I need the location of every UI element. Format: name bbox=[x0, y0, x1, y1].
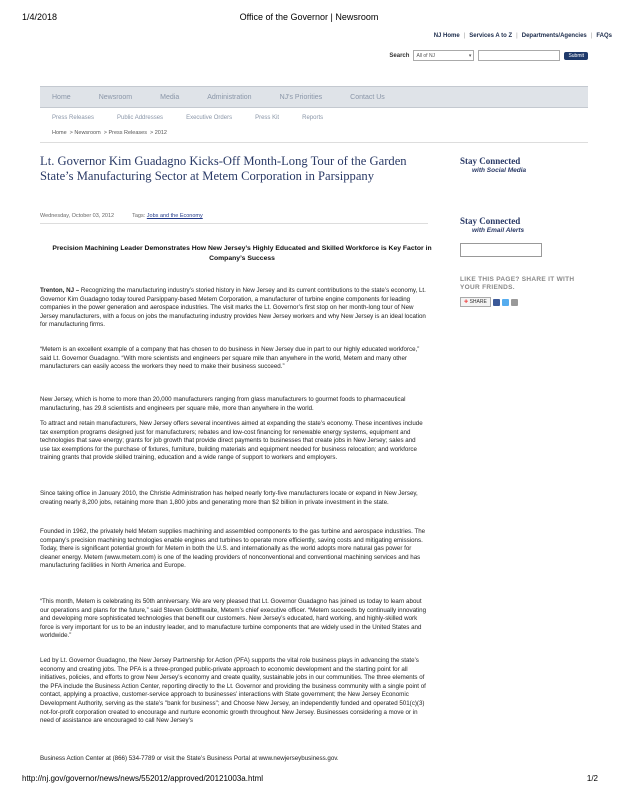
breadcrumb-year[interactable]: > 2012 bbox=[149, 130, 167, 136]
share-label: SHARE bbox=[469, 299, 487, 305]
article-paragraph: Founded in 1962, the privately held Metem supplies machining and assembled components to the gas turbine and aerospace industries. The company’s precision machining technologies enable engines and turbines to operate more efficiently, saving costs and mitigating emissions. Today, there is significant potential growth for Metem in both the U.S. and internationally as the world adopts more natural gas power for cleaner energy. Metem (www.metem.com) is one of the leading providers of nonconventional and conventional machining services and has manufacturing facilities in North America and Europe. bbox=[40, 528, 426, 570]
subnav-reports[interactable]: Reports bbox=[302, 115, 324, 121]
email-subheading: with Email Alerts bbox=[472, 227, 525, 234]
nav-media[interactable]: Media bbox=[160, 93, 180, 101]
facebook-icon[interactable] bbox=[493, 299, 500, 306]
tags-label: Tags: bbox=[132, 213, 146, 219]
share-button[interactable] bbox=[460, 297, 491, 307]
breadcrumb-newsroom[interactable]: > Newsroom bbox=[69, 130, 101, 136]
email-icon[interactable] bbox=[511, 299, 518, 306]
search-bar bbox=[389, 50, 588, 61]
utility-links: NJ Home | Services A to Z | Departments/Agencies | FAQs bbox=[433, 33, 612, 39]
search-input[interactable] bbox=[478, 50, 560, 61]
print-page-number: 1/2 bbox=[586, 774, 598, 783]
article-paragraph: Business Action Center at (866) 534-7789 or visit the State’s Business Portal at www.newjerseybusiness.gov. bbox=[40, 755, 339, 762]
search-label: Search bbox=[389, 52, 410, 59]
sub-nav bbox=[40, 110, 588, 126]
subnav-public-addresses[interactable]: Public Addresses bbox=[117, 115, 164, 121]
utility-link-departments[interactable]: Departments/Agencies bbox=[521, 33, 587, 39]
search-submit-button[interactable]: Submit bbox=[564, 52, 588, 60]
social-subheading[interactable]: with Social Media bbox=[472, 167, 527, 174]
dateline: Trenton, NJ – bbox=[40, 287, 80, 294]
twitter-icon[interactable] bbox=[502, 299, 509, 306]
paragraph-text: Recognizing the manufacturing industry’s storied history in New Jersey and its current contributions to the state’s economy, Lt. Governor Kim Guadagno today toured Parsippany-based Metem Corporation, a manufacturer of turbine engine components for leading companies in the power generation and aerospace industries. The visit marks the Lt. Governor’s first stop on her month-long tour of New Jersey manufacturers, with a focus on jobs the manufacturing industry provides New Jersey workers and why New Jersey is an ideal location for manufacturing firms. bbox=[40, 287, 426, 329]
subnav-press-releases[interactable]: Press Releases bbox=[52, 115, 95, 121]
breadcrumb bbox=[52, 130, 167, 136]
share-prompt: LIKE THIS PAGE? SHARE IT WITH YOUR FRIENDS. bbox=[460, 276, 575, 291]
subnav-press-kit[interactable]: Press Kit bbox=[255, 115, 280, 121]
article-paragraph: New Jersey, which is home to more than 20,000 manufacturers ranging from glass manufacturers to gourmet foods to pharmaceutical manufacturing, has 29.8 scientists and engineers per square mile, more than anywhere in the world. bbox=[40, 396, 406, 412]
utility-link-faqs[interactable]: FAQs bbox=[596, 33, 612, 39]
article-meta bbox=[40, 213, 203, 219]
article-date: Wednesday, October 03, 2012 bbox=[40, 213, 115, 219]
utility-link-services[interactable]: Services A to Z bbox=[469, 33, 513, 39]
divider bbox=[40, 223, 428, 224]
share-widget[interactable] bbox=[460, 297, 518, 307]
nav-administration[interactable]: Administration bbox=[207, 93, 252, 101]
email-heading: Stay Connected bbox=[460, 216, 521, 226]
print-title: Office of the Governor | Newsroom bbox=[239, 12, 379, 22]
article-paragraph bbox=[40, 287, 426, 330]
article-paragraph: To attract and retain manufacturers, New Jersey offers several incentives aimed at expanding the state’s economy. These incentives include tax exemption programs designed just for manufacturers; rebates and low-cost financing for renewable energy systems, equipment and technologies that save energy; grants for job growth that provide direct payments to businesses that create jobs in New Jersey; sales and use tax exemptions for the purchase of fixtures, furniture, building materials and equipment needed for business relocation; and workforce training grants that provide skilled training, education and a wide range of support to workers and employers. bbox=[40, 420, 423, 462]
tag-link[interactable]: Jobs and the Economy bbox=[146, 213, 203, 219]
email-signup-field[interactable] bbox=[460, 243, 542, 257]
main-nav bbox=[40, 86, 588, 108]
nav-home[interactable]: Home bbox=[52, 93, 71, 101]
breadcrumb-home[interactable]: Home bbox=[52, 130, 67, 136]
divider bbox=[40, 142, 588, 143]
utility-link-nj-home[interactable]: NJ Home bbox=[433, 33, 460, 39]
subnav-executive-orders[interactable]: Executive Orders bbox=[186, 115, 233, 121]
article-paragraph: Led by Lt. Governor Guadagno, the New Jersey Partnership for Action (PFA) supports the vital role business plays in advancing the state’s economy and creating jobs. The PFA is a three-pronged public-private approach to economic development and the starting point for all initiatives, policies, and efforts to grow New Jersey’s economy and create quality, sustainable jobs in our communities. The three elements of the PFA include the Business Action Center, reporting directly to the Lt. Governor and providing the business community with a single point of contact, applying a proactive, customer-service approach to businesses’ interactions with State government; the New Jersey Economic Development Authority, serving as the state’s "bank for business"; and Choose New Jersey, an independently funded and operated 501(c)(3) not-for-profit corporation created to encourage and nurture economic growth throughout New Jersey. Businesses considering a move or in need of assistance are encouraged to call New Jersey’s bbox=[40, 657, 426, 725]
article-tags bbox=[132, 213, 203, 219]
page-title: Lt. Governor Kim Guadagno Kicks-Off Month-Long Tour of the Garden State’s Manufacturing Sector at Metem Corporation in Parsippany bbox=[40, 154, 407, 183]
article-paragraph: Since taking office in January 2010, the Christie Administration has helped nearly forty-five manufacturers locate or expand in New Jersey, creating nearly 8,200 jobs, retaining more than 1,800 jobs and generating more than $2 billion in private investment in the state. bbox=[40, 490, 418, 506]
search-scope-select[interactable] bbox=[413, 50, 474, 61]
nav-newsroom[interactable]: Newsroom bbox=[98, 93, 133, 101]
article-subhead: Precision Machining Leader Demonstrates How New Jersey’s Highly Educated and Skilled Workforce is Key Factor in Company’s Success bbox=[52, 245, 432, 262]
article-paragraph: “Metem is an excellent example of a company that has chosen to do business in New Jersey due in part to our highly educated workforce,” said Lt. Governor Guadagno. “With more scientists and engineers per square mile than anywhere in the world, Metem and many other manufacturers can easily access the workers they need to make their business succeed.” bbox=[40, 346, 420, 371]
search-scope-value: All of NJ bbox=[416, 52, 436, 59]
print-date: 1/4/2018 bbox=[22, 12, 58, 22]
print-url: http://nj.gov/governor/news/news/552012/approved/20121003a.html bbox=[22, 774, 264, 783]
chevron-down-icon: ▾ bbox=[468, 52, 472, 59]
social-heading: Stay Connected bbox=[460, 156, 521, 166]
nav-priorities[interactable]: NJ's Priorities bbox=[279, 93, 323, 101]
share-icon: ✚ bbox=[464, 299, 469, 305]
article-paragraph: “This month, Metem is celebrating its 50th anniversary. We are very pleased that Lt. Governor Guadagno has joined us today to learn about our operations and plans for the future,” said Steven Goldthwaite, Metem’s chief executive officer. “Metem succeeds by continually innovating and developing more sophisticated technologies that benefit our customers. New Jersey’s educated, hard working, and highly-skilled work force is very important for us to be an industry leader, and to manufacture turbine components that are widely used in the United States and worldwide.” bbox=[40, 598, 427, 640]
nav-contact[interactable]: Contact Us bbox=[350, 93, 385, 101]
breadcrumb-press-releases[interactable]: > Press Releases bbox=[103, 130, 147, 136]
